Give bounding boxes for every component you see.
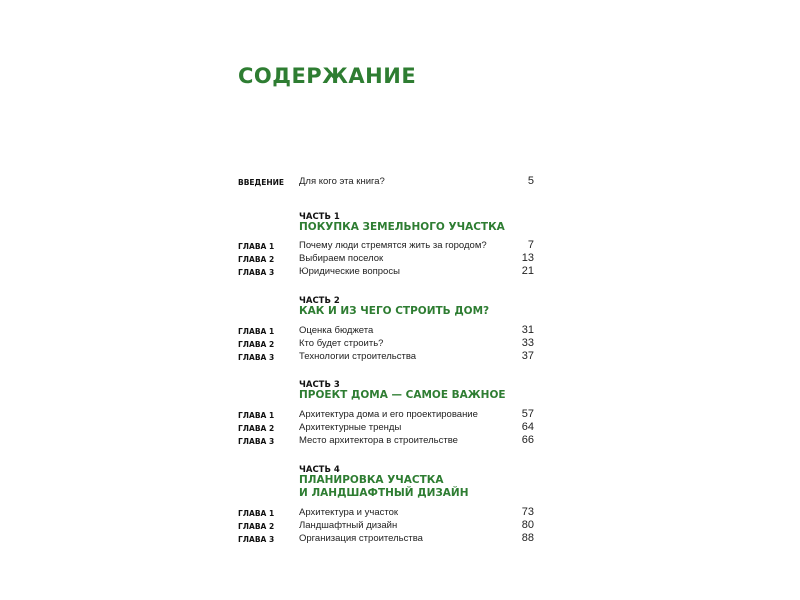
part-1-chapter-2[interactable] [238, 253, 534, 266]
part-1-chapter-1[interactable] [238, 240, 534, 253]
part-2-title-line: КАК И ИЗ ЧЕГО СТРОИТЬ ДОМ? [299, 305, 490, 317]
chapter-label: ГЛАВА 2 [238, 340, 275, 349]
chapter-page-number: 73 [521, 506, 534, 518]
chapter-label: ГЛАВА 3 [238, 437, 275, 446]
chapter-title: Организация строительства [299, 533, 423, 544]
chapter-page-number: 37 [521, 350, 534, 362]
chapter-title: Выбираем поселок [299, 253, 384, 264]
part-3-chapter-3[interactable] [238, 435, 534, 448]
chapter-title: Место архитектора в строительстве [299, 435, 458, 446]
chapter-page-number: 21 [521, 265, 534, 277]
chapter-label: ГЛАВА 2 [238, 522, 275, 531]
chapter-title: Технологии строительства [299, 351, 417, 362]
part-3-label: ЧАСТЬ 3 [299, 380, 340, 390]
chapter-label: ГЛАВА 3 [238, 268, 275, 277]
chapter-page-number: 88 [521, 532, 534, 544]
part-3-chapter-1[interactable] [238, 409, 534, 422]
part-4-title-line-1: ПЛАНИРОВКА УЧАСТКА [299, 474, 444, 486]
intro-label: ВВЕДЕНИЕ [238, 178, 285, 187]
chapter-page-number: 7 [527, 239, 534, 251]
chapter-label: ГЛАВА 3 [238, 535, 275, 544]
chapter-title: Кто будет строить? [299, 338, 384, 349]
part-4-chapter-3[interactable] [238, 533, 534, 546]
part-1-title-line: ПОКУПКА ЗЕМЕЛЬНОГО УЧАСТКА [299, 221, 505, 233]
chapter-label: ГЛАВА 2 [238, 255, 275, 264]
chapter-label: ГЛАВА 1 [238, 411, 275, 420]
part-3-title [299, 389, 506, 402]
part-2-label: ЧАСТЬ 2 [299, 296, 340, 306]
chapter-label: ГЛАВА 1 [238, 509, 275, 518]
intro-text: Для кого эта книга? [299, 176, 385, 187]
chapter-title: Оценка бюджета [299, 325, 374, 336]
part-2-chapter-2[interactable] [238, 338, 534, 351]
chapter-title: Архитектура и участок [299, 507, 399, 518]
chapter-title: Ландшафтный дизайн [299, 520, 398, 531]
part-3-chapter-2[interactable] [238, 422, 534, 435]
chapter-title: Архитектурные тренды [299, 422, 402, 433]
part-4-chapter-1[interactable] [238, 507, 534, 520]
part-4-chapter-2[interactable] [238, 520, 534, 533]
part-4-label: ЧАСТЬ 4 [299, 465, 340, 475]
chapter-page-number: 64 [521, 421, 534, 433]
chapter-title: Почему люди стремятся жить за городом? [299, 240, 487, 251]
chapter-page-number: 31 [521, 324, 534, 336]
part-2-chapter-3[interactable] [238, 351, 534, 364]
chapter-page-number: 80 [521, 519, 534, 531]
chapter-title: Архитектура дома и его проектирование [299, 409, 478, 420]
chapter-page-number: 33 [521, 337, 534, 349]
chapter-label: ГЛАВА 2 [238, 424, 275, 433]
intro-page-number: 5 [527, 175, 534, 187]
part-1-chapter-3[interactable] [238, 266, 534, 279]
chapter-label: ГЛАВА 1 [238, 242, 275, 251]
chapter-label: ГЛАВА 1 [238, 327, 275, 336]
part-2-chapter-1[interactable] [238, 325, 534, 338]
chapter-page-number: 57 [521, 408, 534, 420]
part-1-title [299, 221, 505, 234]
part-4-title-line-2: И ЛАНДШАФТНЫЙ ДИЗАЙН [299, 487, 469, 499]
chapter-title: Юридические вопросы [299, 266, 400, 277]
chapter-page-number: 66 [521, 434, 534, 446]
part-3-title-line: ПРОЕКТ ДОМА — САМОЕ ВАЖНОЕ [299, 389, 506, 401]
chapter-label: ГЛАВА 3 [238, 353, 275, 362]
part-4-title [299, 474, 469, 500]
page-title: СОДЕРЖАНИЕ [238, 64, 417, 88]
intro-row[interactable] [238, 176, 534, 189]
part-2-title [299, 305, 489, 318]
part-1-label: ЧАСТЬ 1 [299, 212, 340, 222]
chapter-page-number: 13 [521, 252, 534, 264]
